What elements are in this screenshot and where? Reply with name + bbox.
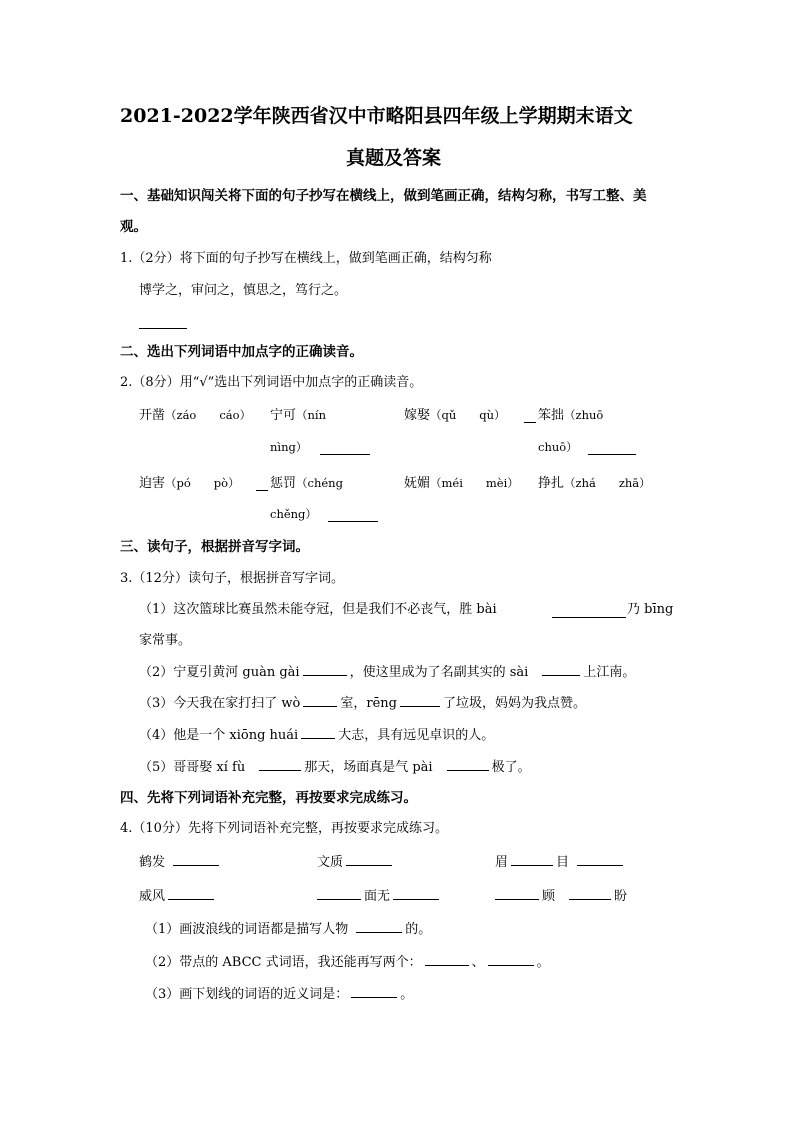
pinyin-item-7 [404,474,519,493]
question-score: （12分） [132,571,188,586]
idiom-6 [495,887,627,906]
answer-blank[interactable] [303,694,337,707]
answer-blank[interactable] [168,887,214,900]
answer-blank[interactable] [511,853,553,866]
sentence-2 [139,663,635,682]
answer-blank[interactable] [317,887,361,900]
sub-question-text: （3）画下划线的词语的近义词是： [145,987,349,1002]
pinyin-options[interactable]: （záo cáo） [165,408,252,422]
sentence-4-part-b: 大志，具有远见卓识的人。 [338,728,495,743]
sentence-3-part-b: 室，rēng [340,696,397,711]
idiom-4 [139,887,217,906]
pinyin-item-6 [270,474,343,493]
pinyin-item-4 [538,406,603,425]
question-text: 将下面的句子抄写在横线上，做到笔画正确，结构匀称 [179,251,492,266]
question-number: 1. [120,251,133,266]
pinyin-options[interactable]: （qǔ qù） [430,408,506,422]
sentence-2-part-c: 上江南。 [583,665,636,680]
answer-blank[interactable] [351,985,397,998]
word: 惩罚 [270,476,297,491]
answer-blank[interactable] [256,489,268,491]
section-1-heading: 一、基础知识闯关将下面的句子抄写在横线上，做到笔画正确，结构匀称，书写工整、美 [120,188,647,204]
pinyin-options[interactable]: （nín [296,408,327,422]
section-3-heading: 三、读句子，根据拼音写字词。 [120,539,309,555]
idiom-word: 目 [556,855,570,870]
pinyin-options[interactable]: （chéng [296,476,343,490]
word: 迫害 [139,476,166,491]
pinyin-item-8 [538,474,651,493]
question-score: （10分） [132,821,188,836]
question-4 [120,820,448,838]
pinyin-options[interactable]: nìng） [270,440,308,454]
sub-question-text: 。 [400,987,414,1002]
answer-blank[interactable] [346,853,392,866]
answer-blank[interactable] [425,953,469,966]
sentence-1-part-a: （1）这次篮球比赛虽然未能夺冠，但是我们不必丧气，胜 bài [139,602,497,617]
word: 宁可 [270,408,297,423]
answer-blank[interactable] [588,453,636,455]
idiom-word: 眉 [495,855,509,870]
section-2-heading: 二、选出下列词语中加点字的正确读音。 [120,344,363,360]
answer-blank[interactable] [577,853,623,866]
sentence-4-part-a: （4）他是一个 xiōng huái [139,728,299,743]
sub-question-2 [145,953,550,972]
word: 嫁娶 [404,408,431,423]
idiom-1 [139,853,222,872]
question-text: 先将下列词语补充完整，再按要求完成练习。 [187,821,448,836]
question-number: 2. [120,375,133,390]
question-score: （2分） [132,251,180,266]
pinyin-options[interactable]: （pó pò） [165,476,240,490]
section-1-heading-cont: 观。 [120,219,147,235]
answer-blank[interactable] [524,421,536,423]
answer-blank[interactable] [320,453,370,455]
sub-question-text: 。 [536,955,550,970]
document-title-line1: 2021-2022学年陕西省汉中市略阳县四年级上学期期末语文 [120,105,633,127]
pinyin-item-4-cont [538,438,578,457]
answer-blank[interactable] [173,853,219,866]
answer-blank[interactable] [356,920,402,933]
question-text: 读句子，根据拼音写字词。 [187,571,344,586]
word: 妩媚 [404,476,431,491]
idiom-word: 顾 [542,889,556,904]
idiom-3 [495,853,626,872]
pinyin-item-3 [404,406,506,425]
pinyin-options[interactable]: chěng） [270,507,317,521]
pinyin-options[interactable]: chuō） [538,440,578,454]
sub-question-text: 、 [471,955,485,970]
pinyin-item-2 [270,406,326,425]
sub-question-text: （2）带点的 ABCC 式词语，我还能再写两个： [145,955,422,970]
idiom-word: 文质 [317,855,344,870]
answer-blank[interactable] [259,758,301,771]
question-3 [120,570,344,588]
answer-blank[interactable] [495,887,539,900]
idiom-word: 威风 [139,889,166,904]
sentence-5-part-c: 极了。 [491,760,531,775]
sentence-2-part-b: ，使这里成为了名副其实的 sài [349,665,529,680]
answer-blank[interactable] [139,327,187,329]
idiom-word: 鹤发 [139,855,166,870]
pinyin-options[interactable]: （méi mèi） [430,476,519,490]
question-number: 3. [120,571,133,586]
answer-blank[interactable] [552,616,626,618]
sentence-1-part-c: 家常事。 [139,633,192,648]
copy-sentence: 博学之，审问之，慎思之，笃行之。 [139,283,348,298]
sentence-5-part-b: 那天，场面真是气 pài [304,760,433,775]
answer-blank[interactable] [303,663,347,676]
sentence-4 [139,726,494,745]
word: 笨拙 [538,408,565,423]
answer-blank[interactable] [328,520,378,522]
pinyin-options[interactable]: （zhá zhā） [564,476,651,490]
sub-question-text: 的。 [405,922,432,937]
idiom-word: 面无 [364,889,391,904]
sentence-2-part-a: （2）宁夏引黄河 guàn gài [139,665,300,680]
question-2 [120,374,422,392]
sub-question-1 [145,920,431,939]
pinyin-item-1 [139,406,251,425]
sub-question-text: （1）画波浪线的词语都是描写人物 [145,922,349,937]
question-number: 4. [120,821,133,836]
answer-blank[interactable] [447,758,489,771]
sentence-5-part-a: （5）哥哥娶 xí fù [139,760,246,775]
idiom-2 [317,853,395,872]
answer-blank[interactable] [488,953,534,966]
answer-blank[interactable] [301,726,335,739]
section-4-heading: 四、先将下列词语补充完整，再按要求完成练习。 [120,790,417,806]
idiom-word: 盼 [614,889,628,904]
sentence-3 [139,694,586,713]
question-1 [120,250,492,268]
sentence-3-part-c: 了垃圾，妈妈为我点赞。 [442,696,586,711]
pinyin-options[interactable]: （zhuō [564,408,604,422]
idiom-5 [317,887,442,906]
sentence-5 [139,758,531,777]
sentence-1-part-b: 乃 bīng [627,602,674,617]
pinyin-item-6-cont [270,505,317,524]
answer-blank[interactable] [400,694,440,707]
word: 开凿 [139,408,166,423]
sub-question-3 [145,985,413,1004]
question-score: （8分） [132,375,180,390]
question-text: 用“√”选出下列词语中加点字的正确读音。 [179,375,423,390]
pinyin-item-5 [139,474,240,493]
pinyin-item-2-cont [270,438,307,457]
word: 挣扎 [538,476,565,491]
document-title-line2: 真题及答案 [346,147,442,169]
answer-blank[interactable] [393,887,439,900]
answer-blank[interactable] [569,887,611,900]
answer-blank[interactable] [542,663,580,676]
sentence-3-part-a: （3）今天我在家打扫了 wò [139,696,301,711]
